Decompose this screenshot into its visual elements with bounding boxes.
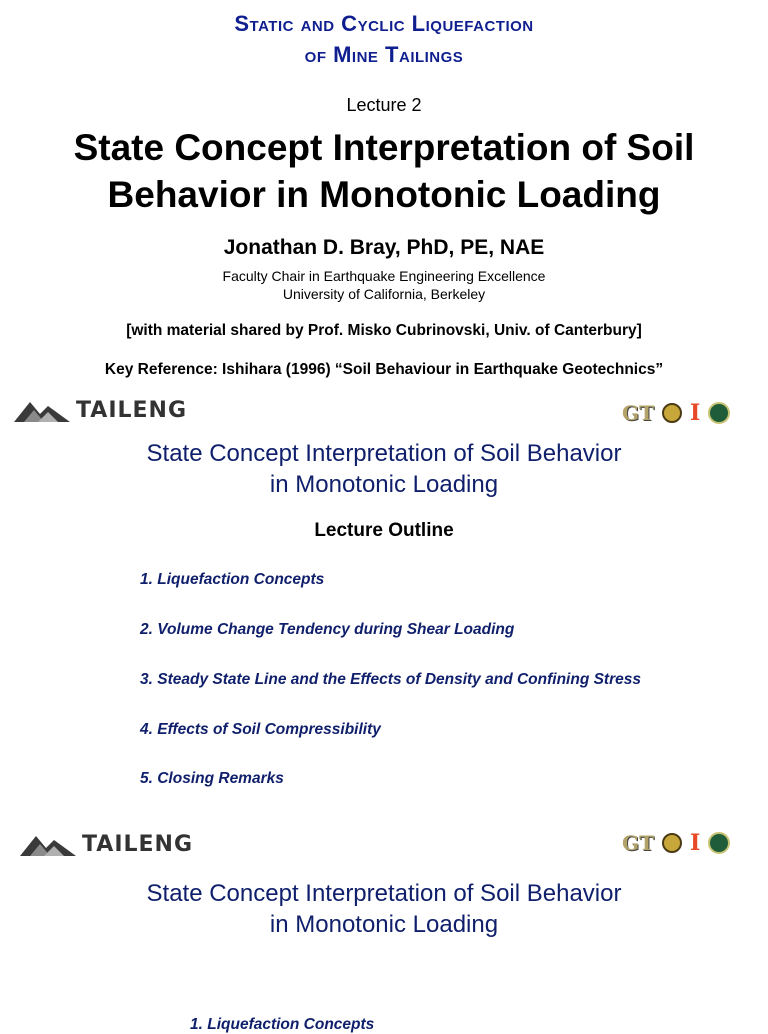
university-logos [622, 400, 730, 426]
colorado-state-ram-icon [708, 832, 730, 854]
outline-title: Lecture Outline [314, 520, 454, 541]
slide-heading-line1: State Concept Interpretation of Soil Behavior [146, 880, 622, 907]
outline-item-3: 3. Steady State Line and the Effects of Density and Confining Stress [140, 671, 641, 688]
outline-slide [0, 430, 768, 820]
slide-heading-line2: in Monotonic Loading [269, 471, 499, 498]
key-reference: Key Reference: Ishihara (1996) “Soil Behaviour in Earthquake Geotechnics” [104, 361, 664, 378]
outline-item-1: 1. Liquefaction Concepts [140, 571, 325, 588]
author-name: Jonathan D. Bray, PhD, PE, NAE [223, 236, 545, 259]
main-title-line2: Behavior in Monotonic Loading [107, 174, 661, 215]
berkeley-seal-icon [662, 403, 682, 423]
logo-bar [0, 826, 768, 862]
outline-item-1: 1. Liquefaction Concepts [190, 1016, 375, 1033]
outline-item-2: 2. Volume Change Tendency during Shear Loading [140, 621, 515, 638]
taileng-wordmark: TAILENG [82, 832, 194, 857]
outline-item-4: 4. Effects of Soil Compressibility [140, 721, 381, 738]
university-logos [622, 830, 730, 856]
series-title-line1: Static and Cyclic Liquefaction [234, 11, 534, 36]
main-title-line1: State Concept Interpretation of Soil [73, 127, 695, 168]
taileng-wordmark: TAILENG [76, 398, 188, 423]
affiliation-line2: University of California, Berkeley [282, 286, 486, 302]
taileng-logo [14, 398, 187, 423]
illinois-logo: I [689, 400, 701, 426]
outline-item-5: 5. Closing Remarks [140, 770, 284, 787]
affiliation-line1: Faculty Chair in Earthquake Engineering Excellence [222, 268, 546, 284]
taileng-mountain-icon [20, 834, 76, 856]
colorado-state-ram-icon [708, 402, 730, 424]
illinois-logo: I [689, 830, 701, 856]
outline-slide-partial [0, 870, 768, 1033]
slide-heading-line1: State Concept Interpretation of Soil Behavior [146, 440, 622, 467]
georgia-tech-logo: GT [622, 401, 654, 425]
berkeley-seal-icon [662, 833, 682, 853]
taileng-mountain-icon [14, 400, 70, 422]
slide-heading-line2: in Monotonic Loading [269, 911, 499, 938]
lecture-number: Lecture 2 [346, 95, 422, 115]
taileng-logo [20, 832, 193, 857]
georgia-tech-logo: GT [622, 831, 654, 855]
title-slide [0, 0, 768, 395]
shared-material-note: [with material shared by Prof. Misko Cubrinovski, Univ. of Canterbury] [126, 322, 642, 339]
series-title-line2: of Mine Tailings [304, 42, 464, 67]
logo-bar [0, 394, 768, 430]
